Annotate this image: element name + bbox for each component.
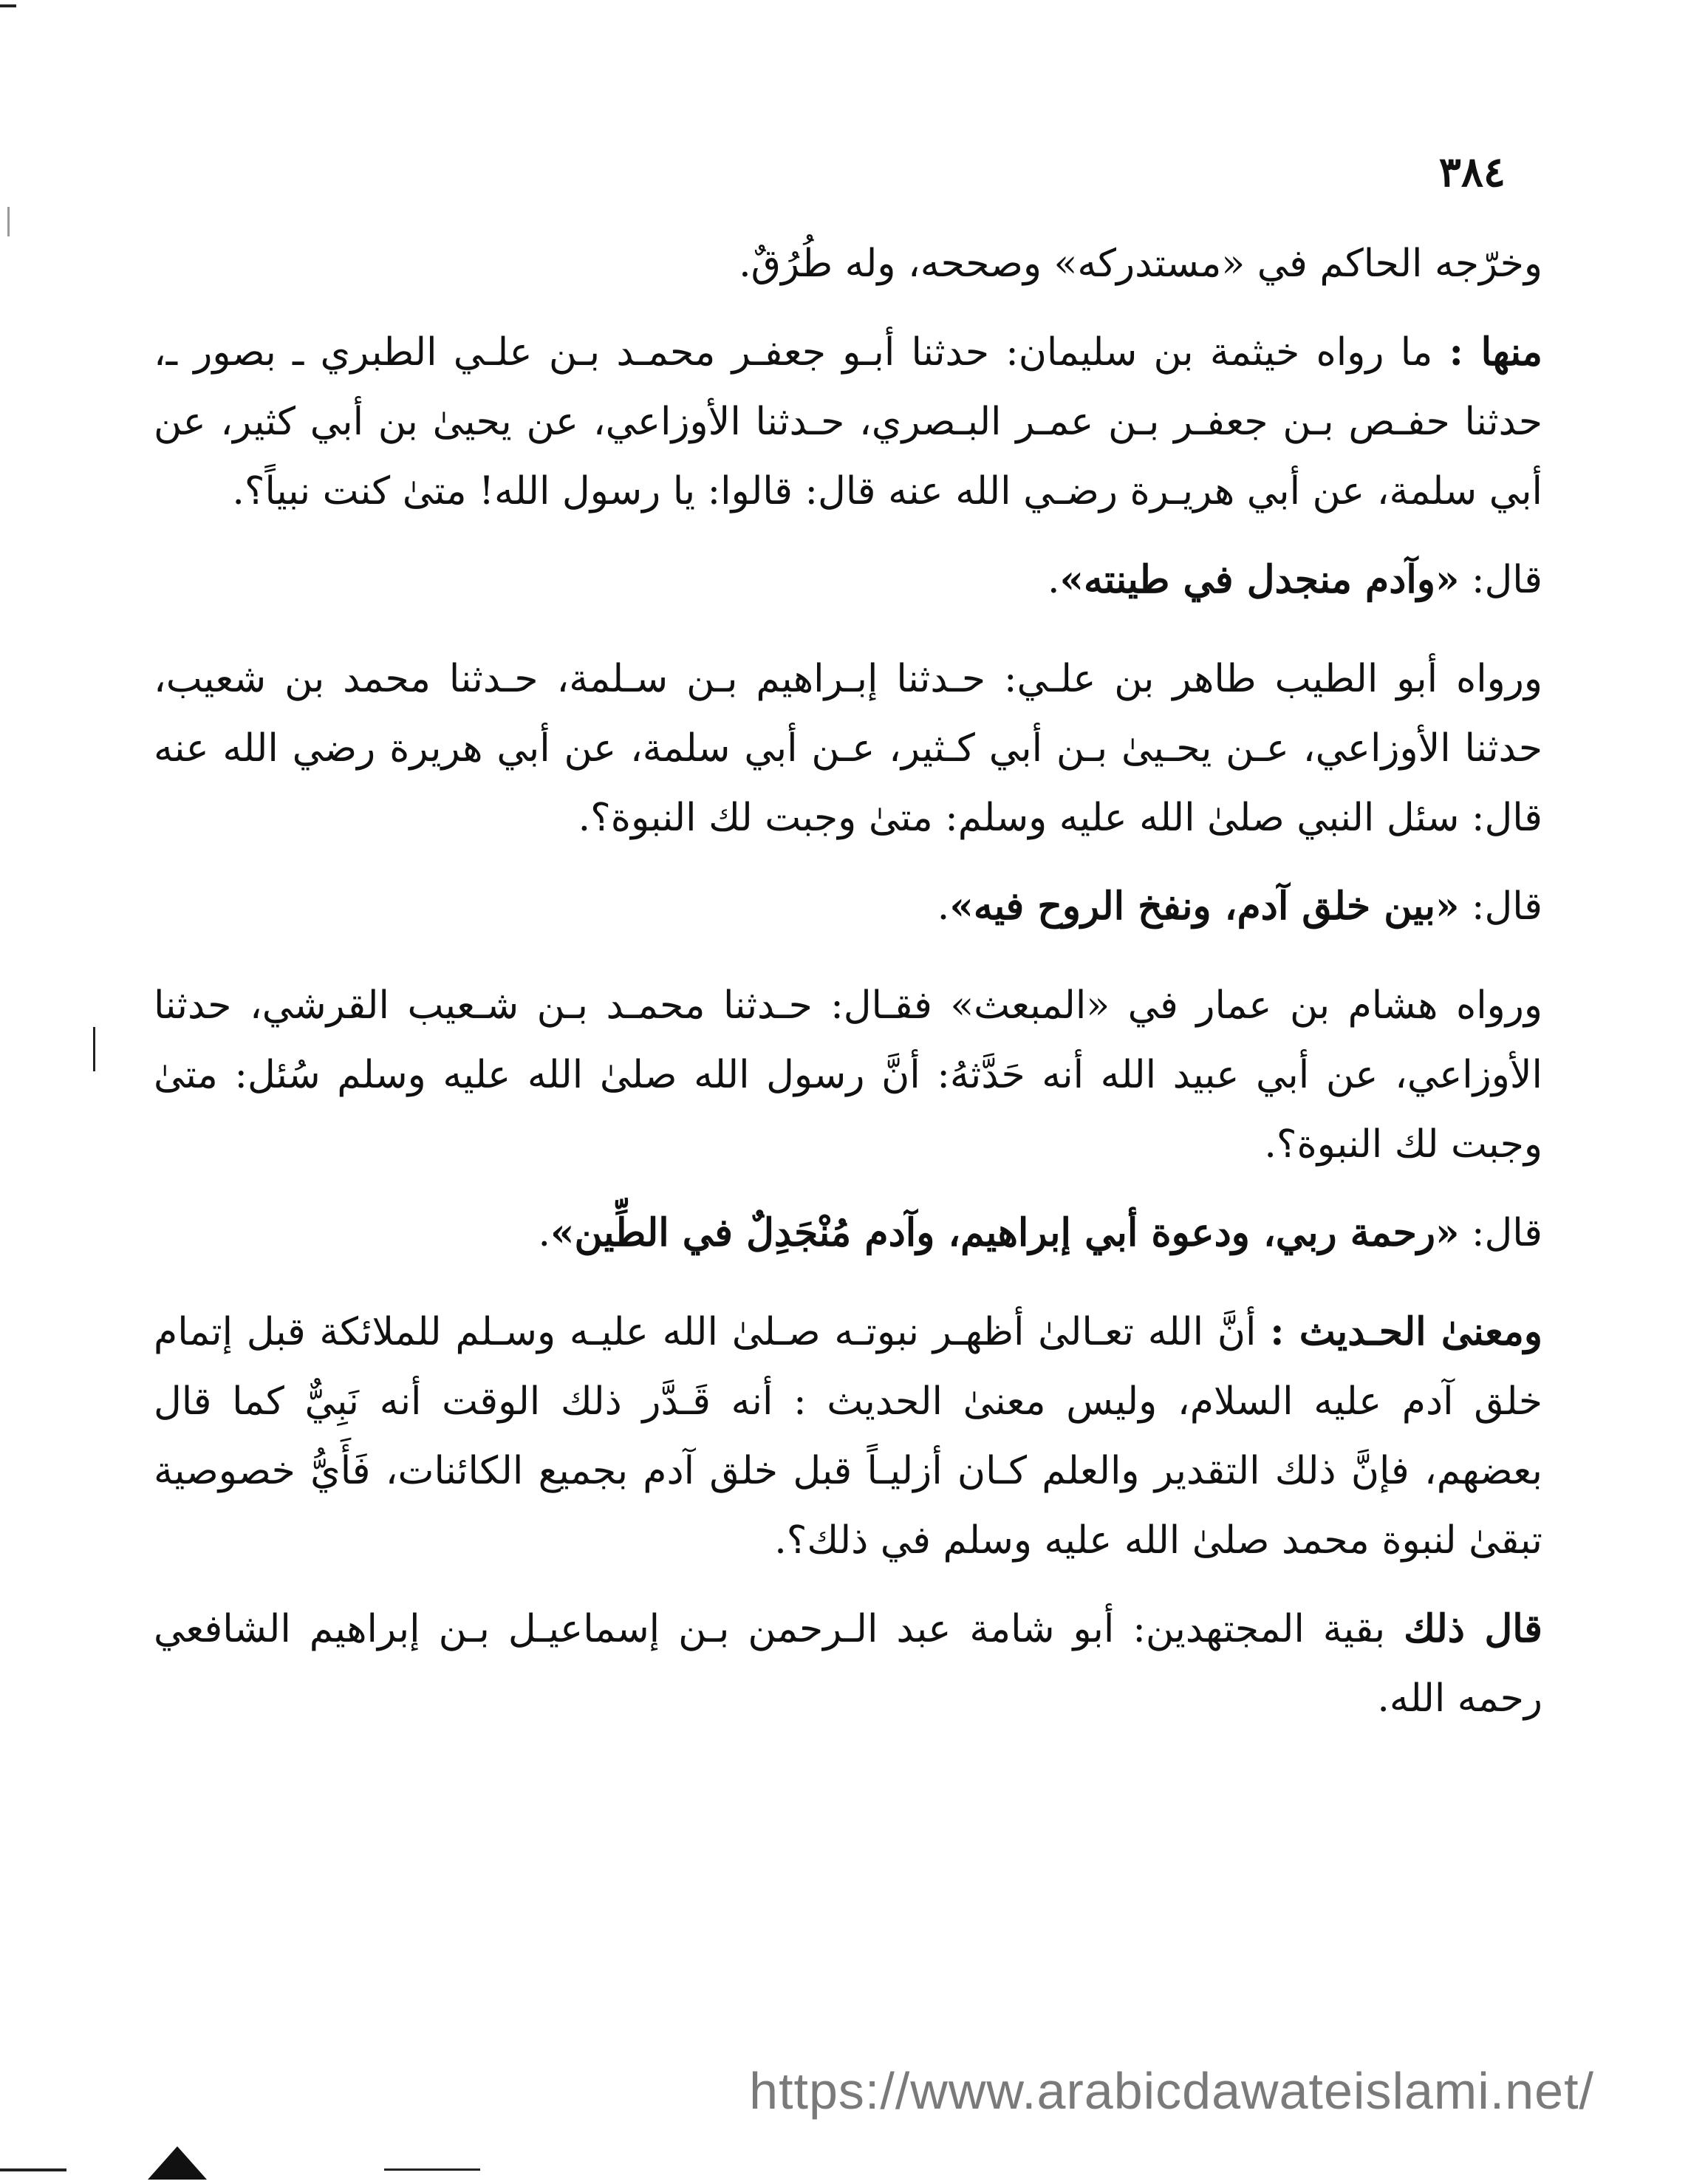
paragraph-5 [154,872,1542,941]
paragraph-text: ما رواه خيثمة بن سليمان: حدثنا أبـو جعفـر محمـد بـن علـي الطبري ـ بصور ـ، حدثنا حفـص بـن جعفـر بـن عمـر البـصري، حـدثنا الأوزاعي، عن يحيىٰ بن أبي كثير، عن أبي سلمة، عن أبي هريـرة رضـي الله عنه قال: قالوا: يا رسول الله! متىٰ كنت نبياً؟. [154,330,1543,513]
paragraph-8 [154,1297,1542,1575]
scan-mark-bottom-left [0,2168,66,2171]
paragraph-4 [154,644,1542,853]
paragraph-text: أنَّ الله تعـالىٰ أظهـر نبوتـه صـلىٰ الله عليـه وسـلم للملائكة قبل إتمام خلق آدم عليه السلام، وليس معنىٰ الحديث : أنه قَـدَّر ذلك الوقت أنه نَبِيٌّ كما قال بعضهم، فإنَّ ذلك التقدير والعلم كـان أزليـاً قبل خلق آدم بجميع الكائنات، فَأَيُّ خصوصية تبقىٰ لنبوة محمد صلىٰ الله عليه وسلم في ذلك؟. [154,1310,1542,1563]
paragraph-7 [154,1198,1542,1268]
paragraph-lead: ومعنىٰ الحـديث : [1270,1309,1543,1354]
scan-mark-bottom-center [384,2168,480,2171]
paragraph-lead: منها : [1449,330,1543,375]
text-block [154,229,1542,1753]
paragraph-1 [154,229,1542,298]
paragraph-9 [154,1594,1542,1733]
paragraph-6 [154,971,1542,1179]
scan-mark-left [93,1027,95,1071]
paragraph-2 [154,318,1542,526]
paragraph-text: بقية المجتهدين: أبو شامة عبد الـرحمن بـن إسماعيـل بـن إبراهيم الشافعي رحمه الله. [154,1607,1542,1721]
hadith-quote: «بين خلق آدم، ونفخ الروح فيه» [949,884,1460,929]
paragraph-lead: قال ذلك [1404,1606,1542,1651]
paragraph-text: ورواه هشام بن عمار في «المبعث» فقـال: حـدثنا محمـد بـن شـعيب القرشي، حدثنا الأوزاعي، عن أبي عبيد الله أنه حَدَّثهُ: أنَّ رسول الله صلىٰ الله عليه وسلم سُئل: متىٰ وجبت لك النبوة؟. [154,983,1542,1167]
paragraph-lead: قال: [1471,884,1542,929]
paragraph-tail: . [937,884,950,929]
hadith-quote: «رحمة ربي، ودعوة أبي إبراهيم، وآدم مُنْجَدِلٌ في الطِّين» [550,1210,1460,1255]
paragraph-lead: قال: [1471,558,1542,602]
watermark-url: https://www.arabicdawateislami.net/ [749,2062,1594,2120]
paragraph-lead: قال: [1471,1211,1542,1255]
scan-mark-left-small [7,207,10,236]
paragraph-tail: . [538,1211,550,1255]
paragraph-3 [154,545,1542,615]
paragraph-tail: . [1047,558,1060,602]
paragraph-text: وخرّجه الحاكم في «مستدركه» وصححه، وله طُرُقٌ. [739,242,1542,286]
corner-mark-icon [148,2146,207,2180]
paragraph-text: ورواه أبو الطيب طاهر بن علـي: حـدثنا إبـراهيم بـن سـلمة، حـدثنا محمد بن شعيب، حدثنا الأوزاعي، عـن يحـيىٰ بـن أبي كـثير، عـن أبي سلمة، عن أبي هريرة رضي الله عنه قال: سئل النبي صلىٰ الله عليه وسلم: متىٰ وجبت لك النبوة؟. [154,657,1542,840]
scan-mark-top [0,4,16,7]
hadith-quote: «وآدم منجدل في طينته» [1059,557,1460,602]
page-number: ٣٨٤ [1438,148,1506,197]
